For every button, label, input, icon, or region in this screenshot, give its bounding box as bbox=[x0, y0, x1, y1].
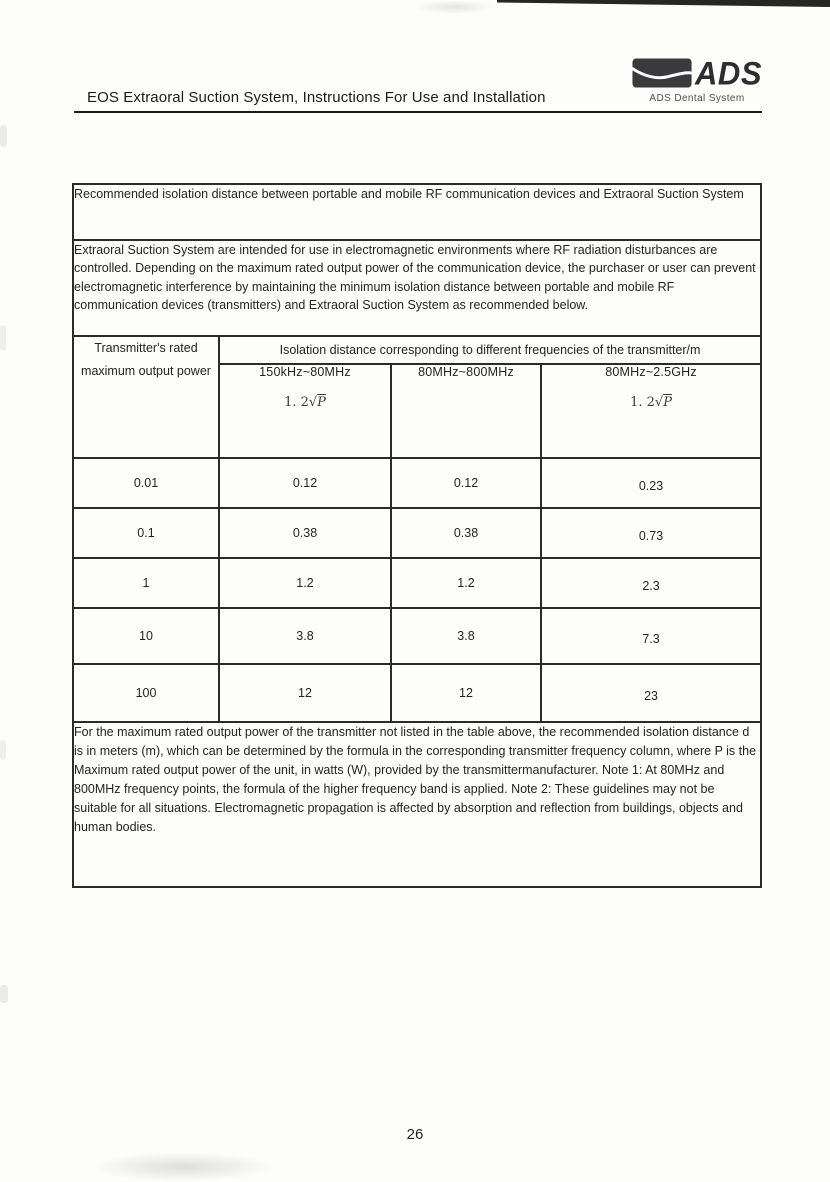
table-intro-row bbox=[73, 240, 761, 336]
scan-artifact-mark bbox=[0, 125, 7, 147]
table-title: Recommended isolation distance between portable and mobile RF communication devices and Extraoral Suction System bbox=[73, 184, 761, 240]
table-row bbox=[73, 508, 761, 558]
document-header-title: EOS Extraoral Suction System, Instructions For Use and Installation bbox=[87, 89, 546, 106]
ads-logo-subtitle: ADS Dental System bbox=[649, 93, 745, 104]
ads-logo-text: ADS bbox=[695, 54, 762, 92]
freq-col-2 bbox=[391, 364, 541, 458]
distance-value: 0.12 bbox=[219, 458, 391, 508]
distance-value: 12 bbox=[391, 664, 541, 722]
scan-artifact-mark bbox=[0, 325, 6, 351]
scan-artifact-top-edge bbox=[497, 0, 830, 7]
power-column-header bbox=[73, 336, 219, 458]
table-title-row bbox=[73, 184, 761, 240]
distance-value: 7.3 bbox=[541, 608, 761, 664]
table-row bbox=[73, 458, 761, 508]
distance-value: 0.23 bbox=[541, 458, 761, 508]
distance-value: 23 bbox=[541, 664, 761, 722]
table-intro: Extraoral Suction System are intended for use in electromagnetic environments where RF radiation disturbances are controlled. Depending on the maximum rated output power of the communication device, the purchaser or user can prevent electromagnetic interference by maintaining the minimum isolation distance between portable and mobile RF communication devices (transmitters) and Extraoral Suction System as recommended below. bbox=[73, 240, 761, 336]
table-header-row bbox=[73, 336, 761, 364]
ads-logo bbox=[632, 54, 762, 111]
table-row bbox=[73, 608, 761, 664]
table-row bbox=[73, 664, 761, 722]
freq-range-2: 80MHz~800MHz bbox=[418, 365, 514, 379]
distance-value: 0.38 bbox=[391, 508, 541, 558]
distance-value: 2.3 bbox=[541, 558, 761, 608]
power-value: 10 bbox=[73, 608, 219, 664]
scan-artifact-blob bbox=[90, 1152, 275, 1182]
header-rule bbox=[74, 111, 762, 113]
table-footnote: For the maximum rated output power of the transmitter not listed in the table above, the recommended isolation distance d is in meters (m), which can be determined by the formula in the corresponding transmitter frequency column, where P is the Maximum rated output power of the unit, in watts (W), provided by the transmittermanufacturer. Note 1: At 80MHz and 800MHz frequency points, the formula of the higher frequency band is applied. Note 2: These guidelines may not be suitable for all situations. Electromagnetic propagation is affected by absorption and reflection from buildings, objects and human bodies. bbox=[73, 722, 761, 887]
freq-range-3: 80MHz~2.5GHz bbox=[605, 365, 697, 379]
distance-value: 0.38 bbox=[219, 508, 391, 558]
power-header-line2: maximum output power bbox=[81, 363, 211, 378]
formula-3: 1. 2√P bbox=[630, 395, 672, 410]
distance-value: 12 bbox=[219, 664, 391, 722]
table-row bbox=[73, 558, 761, 608]
table-footnote-row bbox=[73, 722, 761, 887]
scan-artifact-mark bbox=[0, 985, 8, 1003]
isolation-header: Isolation distance corresponding to different frequencies of the transmitter/m bbox=[219, 336, 761, 364]
distance-value: 3.8 bbox=[219, 608, 391, 664]
distance-value: 1.2 bbox=[219, 558, 391, 608]
power-value: 1 bbox=[73, 558, 219, 608]
distance-value: 0.73 bbox=[541, 508, 761, 558]
ads-logo-icon bbox=[632, 57, 692, 89]
power-value: 0.1 bbox=[73, 508, 219, 558]
power-value: 0.01 bbox=[73, 458, 219, 508]
scan-artifact-smudge bbox=[415, 0, 495, 14]
distance-value: 1.2 bbox=[391, 558, 541, 608]
power-header-line1: Transmitter's rated bbox=[94, 341, 198, 355]
page-number: 26 bbox=[406, 1126, 424, 1143]
power-value: 100 bbox=[73, 664, 219, 722]
formula-1: 1. 2√P bbox=[284, 395, 326, 410]
freq-col-3 bbox=[541, 364, 761, 458]
scan-artifact-mark bbox=[0, 740, 6, 760]
distance-value: 0.12 bbox=[391, 458, 541, 508]
freq-col-1 bbox=[219, 364, 391, 458]
isolation-distance-table bbox=[72, 183, 762, 888]
freq-range-1: 150kHz~80MHz bbox=[259, 365, 351, 379]
distance-value: 3.8 bbox=[391, 608, 541, 664]
